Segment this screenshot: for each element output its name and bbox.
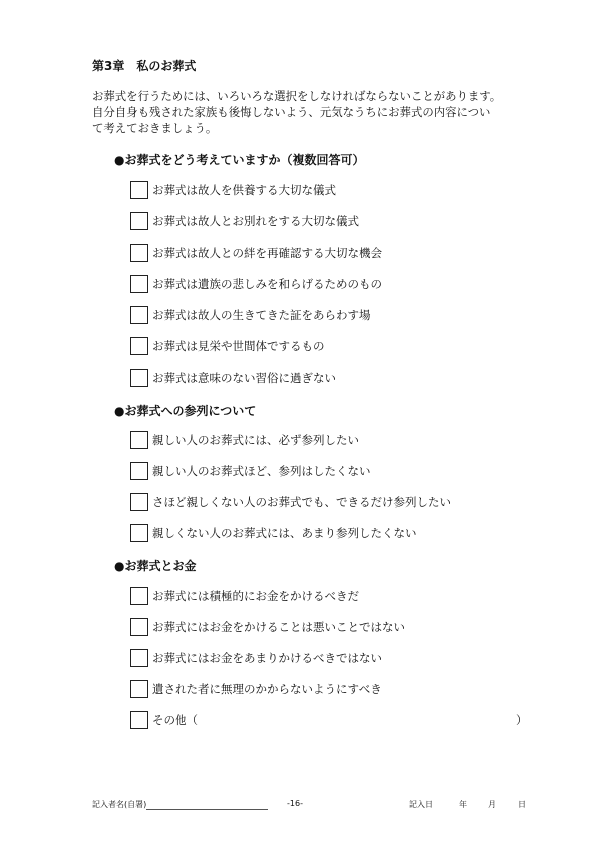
section-heading-funeral-view: ●お葬式をどう考えていますか（複数回答可） xyxy=(114,153,365,167)
intro-line: 自分自身も残された家族も後悔しないよう、元気なうちにお葬式の内容につい xyxy=(92,105,491,119)
date-label: 記入日 xyxy=(409,800,433,809)
checkbox-item[interactable] xyxy=(130,336,325,356)
checkbox[interactable] xyxy=(130,275,148,293)
signature-label: 記入者名(自署) xyxy=(92,800,147,809)
checkbox-label: お葬式にはお金をかけることは悪いことではない xyxy=(152,620,405,634)
signature-line[interactable] xyxy=(146,800,268,810)
checkbox-item[interactable] xyxy=(130,243,382,263)
checkbox-item[interactable] xyxy=(130,586,359,606)
section-heading-money: ●お葬式とお金 xyxy=(114,559,197,573)
checkbox-label: お葬式は意味のない習俗に過ぎない xyxy=(152,371,336,385)
checkbox[interactable] xyxy=(130,524,148,542)
checkbox-label: 親しい人のお葬式ほど、参列はしたくない xyxy=(152,464,371,478)
checkbox[interactable] xyxy=(130,337,148,355)
checkbox[interactable] xyxy=(130,431,148,449)
section-heading-attendance: ●お葬式への参列について xyxy=(114,404,257,418)
checkbox-label: 親しくない人のお葬式には、あまり参列したくない xyxy=(152,526,417,540)
checkbox[interactable] xyxy=(130,587,148,605)
checkbox[interactable] xyxy=(130,212,148,230)
checkbox-label: お葬式は故人との絆を再確認する大切な機会 xyxy=(152,246,382,260)
checkbox[interactable] xyxy=(130,618,148,636)
checkbox-item[interactable] xyxy=(130,492,451,512)
checkbox-label: お葬式は故人の生きてきた証をあらわす場 xyxy=(152,308,371,322)
checkbox-item[interactable] xyxy=(130,461,371,481)
checkbox-item[interactable] xyxy=(130,617,405,637)
checkbox[interactable] xyxy=(130,462,148,480)
checkbox[interactable] xyxy=(130,493,148,511)
checkbox-item[interactable] xyxy=(130,305,371,325)
checkbox[interactable] xyxy=(130,680,148,698)
checkbox-item-other[interactable] xyxy=(130,710,528,730)
date-year: 年 xyxy=(459,800,467,809)
intro-paragraph xyxy=(92,88,552,136)
checkbox-label: お葬式は故人を供養する大切な儀式 xyxy=(152,183,336,197)
page-number: -16- xyxy=(287,799,303,808)
checkbox-item[interactable] xyxy=(130,523,417,543)
checkbox[interactable] xyxy=(130,181,148,199)
signature-field xyxy=(92,799,268,810)
checkbox-item[interactable] xyxy=(130,679,382,699)
date-month: 月 xyxy=(488,800,496,809)
other-close-paren: ） xyxy=(516,713,528,727)
checkbox[interactable] xyxy=(130,649,148,667)
checkbox[interactable] xyxy=(130,711,148,729)
checkbox-label: お葬式には積極的にお金をかけるべきだ xyxy=(152,589,359,603)
checkbox-label: お葬式は遺族の悲しみを和らげるためのもの xyxy=(152,277,382,291)
checkbox-label: 親しい人のお葬式には、必ず参列したい xyxy=(152,433,359,447)
intro-line: て考えておきましょう。 xyxy=(92,121,218,135)
checkbox[interactable] xyxy=(130,244,148,262)
checkbox[interactable] xyxy=(130,369,148,387)
checkbox-item[interactable] xyxy=(130,368,336,388)
checkbox-item[interactable] xyxy=(130,430,359,450)
checkbox-item[interactable] xyxy=(130,274,382,294)
checkbox-label: さほど親しくない人のお葬式でも、できるだけ参列したい xyxy=(152,495,451,509)
other-label: その他（ xyxy=(152,713,198,727)
checkbox-item[interactable] xyxy=(130,180,336,200)
checkbox-label: お葬式にはお金をあまりかけるべきではない xyxy=(152,651,382,665)
checkbox-label: 遺された者に無理のかからないようにすべき xyxy=(152,682,382,696)
page-title: 第3章 私のお葬式 xyxy=(92,59,197,73)
date-day: 日 xyxy=(518,800,526,809)
intro-line: お葬式を行うためには、いろいろな選択をしなければならないことがあります。 xyxy=(92,89,502,103)
checkbox-item[interactable] xyxy=(130,648,382,668)
checkbox-item[interactable] xyxy=(130,211,359,231)
checkbox-label: お葬式は故人とお別れをする大切な儀式 xyxy=(152,214,359,228)
checkbox[interactable] xyxy=(130,306,148,324)
checkbox-label: お葬式は見栄や世間体でするもの xyxy=(152,339,325,353)
